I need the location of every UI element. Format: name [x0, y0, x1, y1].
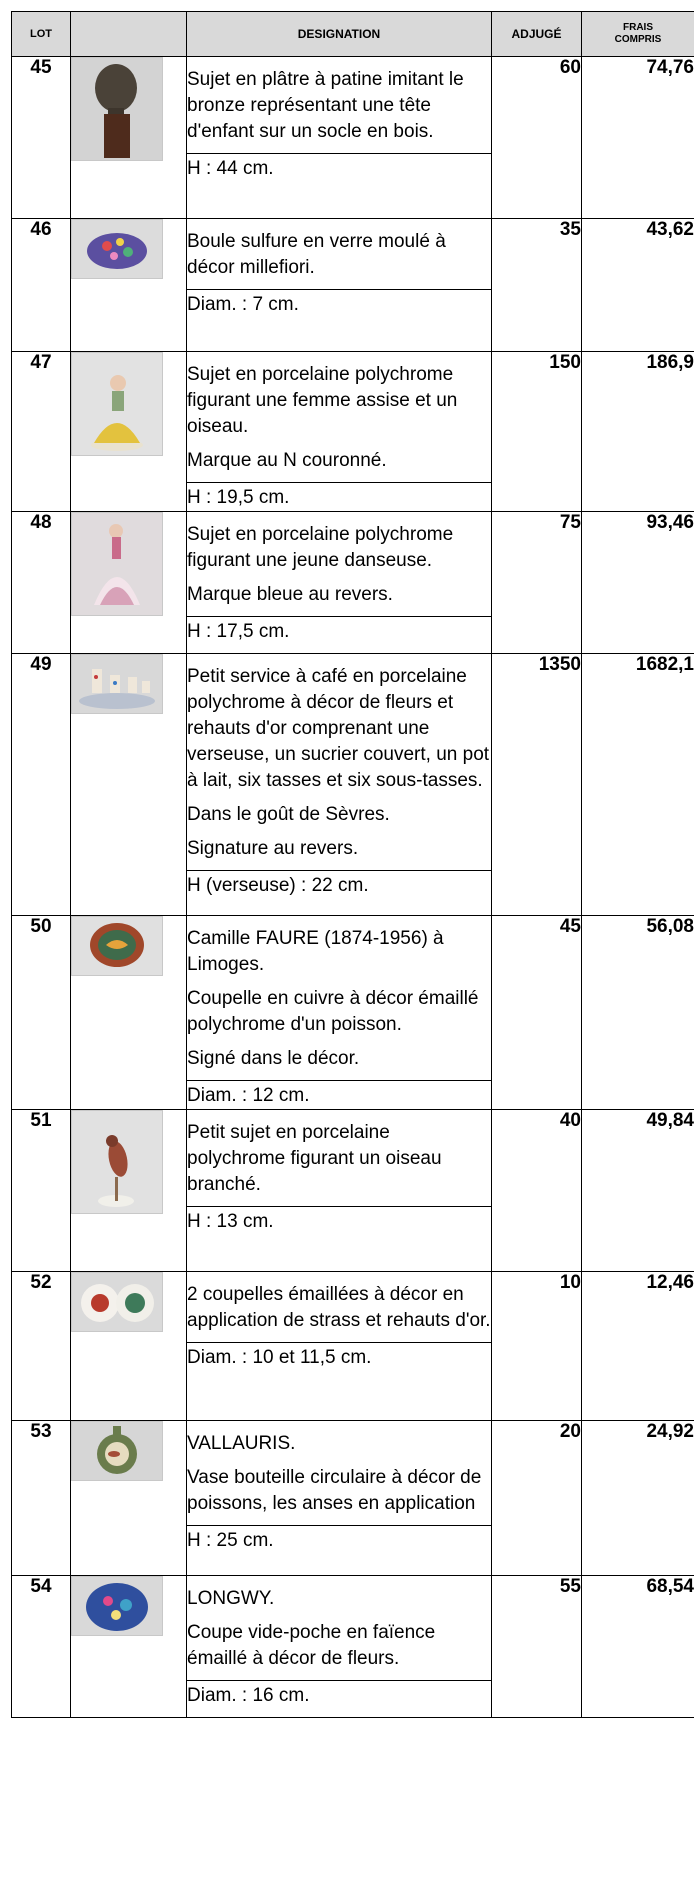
price-with-fees: 74,76 — [582, 57, 694, 219]
lot-image-cell — [71, 654, 187, 916]
price-with-fees: 49,84 — [582, 1110, 694, 1272]
price-with-fees: 186,9 — [582, 352, 694, 512]
lot-image-cell — [71, 1110, 187, 1272]
lot-number: 52 — [12, 1272, 71, 1421]
table-row — [12, 57, 694, 219]
table-row — [12, 512, 694, 654]
vase-photo — [71, 1421, 163, 1481]
description-paragraph: Coupe vide-poche en faïence émaillé à décor de fleurs. — [187, 1622, 436, 1669]
coffee-service-photo — [71, 654, 163, 714]
lot-image-cell — [71, 219, 187, 352]
table-row — [12, 1110, 694, 1272]
hammer-price: 10 — [492, 1272, 582, 1421]
header-frais — [582, 12, 694, 57]
lot-designation — [187, 1110, 492, 1272]
price-with-fees: 43,62 — [582, 219, 694, 352]
auction-results-table — [11, 11, 694, 1718]
header-designation: DESIGNATION — [187, 12, 492, 57]
lot-designation — [187, 654, 492, 916]
table-row — [12, 1576, 694, 1718]
hammer-price: 150 — [492, 352, 582, 512]
description-paragraph: Sujet en porcelaine polychrome figurant une jeune danseuse. — [187, 524, 454, 571]
lot-image-cell — [71, 512, 187, 654]
description-paragraph: Petit service à café en porcelaine polychrome à décor de fleurs et rehauts d'or comprenant une verseuse, un sucrier couvert, un pot à lait, six tasses et six sous-tasses. — [187, 666, 490, 791]
description-paragraph: Vase bouteille circulaire à décor de poissons, les anses en application — [187, 1467, 482, 1514]
hammer-price: 20 — [492, 1421, 582, 1576]
lot-number: 46 — [12, 219, 71, 352]
description-paragraph: Coupelle en cuivre à décor émaillé polychrome d'un poisson. — [187, 988, 479, 1035]
bird-figure-photo — [71, 1110, 163, 1214]
longwy-bowl-photo — [71, 1576, 163, 1636]
enamel-dish-photo — [71, 916, 163, 976]
lot-image-cell — [71, 916, 187, 1110]
description-paragraph: Boule sulfure en verre moulé à décor millefiori. — [187, 231, 446, 278]
price-with-fees: 1682,1 — [582, 654, 694, 916]
price-with-fees: 24,92 — [582, 1421, 694, 1576]
table-row — [12, 1272, 694, 1421]
measurement: Diam. : 12 cm. — [187, 1080, 492, 1109]
measurement: H (verseuse) : 22 cm. — [187, 870, 492, 899]
measurement: H : 44 cm. — [187, 153, 492, 182]
hammer-price: 55 — [492, 1576, 582, 1718]
table-row — [12, 352, 694, 512]
lot-designation — [187, 916, 492, 1110]
price-with-fees: 12,46 — [582, 1272, 694, 1421]
lot-image-cell — [71, 1421, 187, 1576]
measurement: H : 17,5 cm. — [187, 616, 492, 645]
dancer-figure-photo — [71, 512, 163, 616]
lot-designation — [187, 512, 492, 654]
description-paragraph: Signature au revers. — [187, 838, 359, 859]
table-row — [12, 654, 694, 916]
paperweight-photo — [71, 219, 163, 279]
measurement: Diam. : 16 cm. — [187, 1680, 492, 1709]
description-paragraph: Marque bleue au revers. — [187, 584, 393, 605]
lot-designation — [187, 352, 492, 512]
description-paragraph: Sujet en plâtre à patine imitant le bronze représentant une tête d'enfant sur un socle en bois. — [187, 69, 464, 142]
price-with-fees: 93,46 — [582, 512, 694, 654]
lot-number: 48 — [12, 512, 71, 654]
description-paragraph: 2 coupelles émaillées à décor en application de strass et rehauts d'or. — [187, 1284, 491, 1331]
lot-number: 54 — [12, 1576, 71, 1718]
header-frais-line1: FRAIS — [623, 22, 653, 33]
header-image — [71, 12, 187, 57]
hammer-price: 60 — [492, 57, 582, 219]
price-with-fees: 68,54 — [582, 1576, 694, 1718]
lot-number: 51 — [12, 1110, 71, 1272]
price-with-fees: 56,08 — [582, 916, 694, 1110]
lot-designation — [187, 57, 492, 219]
header-frais-line2: COMPRIS — [614, 34, 662, 45]
lot-image-cell — [71, 57, 187, 219]
table-row — [12, 916, 694, 1110]
bust-photo — [71, 57, 163, 161]
description-paragraph: LONGWY. — [187, 1588, 275, 1609]
description-paragraph: VALLAURIS. — [187, 1433, 296, 1454]
header-lot: LOT — [12, 12, 71, 57]
measurement: H : 25 cm. — [187, 1525, 492, 1554]
measurement: Diam. : 10 et 11,5 cm. — [187, 1342, 492, 1371]
lot-number: 47 — [12, 352, 71, 512]
lot-number: 53 — [12, 1421, 71, 1576]
header-adjuge: ADJUGÉ — [492, 12, 582, 57]
porcelain-figure-photo — [71, 352, 163, 456]
description-paragraph: Petit sujet en porcelaine polychrome figurant un oiseau branché. — [187, 1122, 442, 1195]
table-row — [12, 219, 694, 352]
measurement: H : 13 cm. — [187, 1206, 492, 1235]
header-row — [12, 12, 694, 57]
description-paragraph: Camille FAURE (1874-1956) à Limoges. — [187, 928, 444, 975]
lot-number: 45 — [12, 57, 71, 219]
lot-image-cell — [71, 352, 187, 512]
hammer-price: 40 — [492, 1110, 582, 1272]
hammer-price: 45 — [492, 916, 582, 1110]
lot-designation — [187, 219, 492, 352]
hammer-price: 35 — [492, 219, 582, 352]
lot-image-cell — [71, 1576, 187, 1718]
hammer-price: 1350 — [492, 654, 582, 916]
lot-designation — [187, 1576, 492, 1718]
measurement: H : 19,5 cm. — [187, 482, 492, 511]
measurement: Diam. : 7 cm. — [187, 289, 492, 318]
description-paragraph: Dans le goût de Sèvres. — [187, 804, 390, 825]
description-paragraph: Marque au N couronné. — [187, 450, 387, 471]
table-row — [12, 1421, 694, 1576]
description-paragraph: Sujet en porcelaine polychrome figurant une femme assise et un oiseau. — [187, 364, 458, 437]
lot-image-cell — [71, 1272, 187, 1421]
hammer-price: 75 — [492, 512, 582, 654]
description-paragraph: Signé dans le décor. — [187, 1048, 360, 1069]
lot-designation — [187, 1421, 492, 1576]
lot-number: 49 — [12, 654, 71, 916]
lot-designation — [187, 1272, 492, 1421]
lot-number: 50 — [12, 916, 71, 1110]
two-dishes-photo — [71, 1272, 163, 1332]
